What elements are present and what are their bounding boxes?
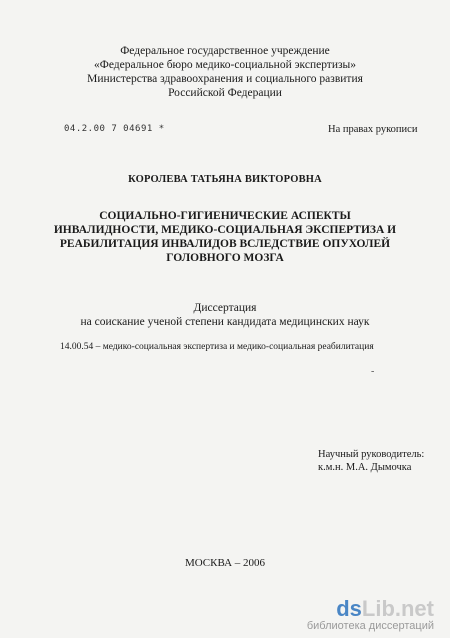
dissertation-title — [0, 209, 450, 265]
institution-line-3: Министерства здравоохранения и социального развития — [87, 73, 363, 85]
institution-line-2: «Федеральное бюро медико-социальной экспертизы» — [93, 59, 357, 71]
dissertation-type — [0, 301, 450, 329]
watermark-logo-ds: ds — [336, 596, 362, 621]
watermark-subtitle: библиотека диссертаций — [306, 620, 434, 632]
city-year: МОСКВА – 2006 — [184, 557, 266, 569]
advisor-label: Научный руководитель: — [318, 449, 425, 460]
rights-note: На правах рукописи — [328, 124, 418, 135]
watermark[interactable] — [307, 598, 434, 632]
institution-line-1: Федеральное государственное учреждение — [120, 45, 330, 57]
specialty-code: 14.00.54 – медико-социальная экспертиза и медико-социальная реабилитация — [60, 342, 374, 352]
degree-line: на соискание ученой степени кандидата медицинских наук — [80, 316, 370, 328]
author-name: КОРОЛЕВА ТАТЬЯНА ВИКТОРОВНА — [128, 174, 322, 185]
dissertation-label: Диссертация — [193, 302, 257, 314]
institution-header — [0, 44, 450, 100]
institution-line-4: Российской Федерации — [168, 87, 282, 99]
title-line-3: РЕАБИЛИТАЦИЯ ИНВАЛИДОВ ВСЛЕДСТВИЕ ОПУХОЛЕЙ — [59, 238, 391, 250]
advisor-name: к.м.н. М.А. Дымочка — [318, 462, 412, 473]
scientific-advisor — [318, 448, 424, 474]
title-line-1: СОЦИАЛЬНО-ГИГИЕНИЧЕСКИЕ АСПЕКТЫ — [99, 210, 351, 222]
registration-stamp: 04.2.00 7 04691 * — [64, 124, 165, 134]
watermark-logo — [307, 598, 434, 620]
stray-mark: - — [371, 366, 375, 377]
title-line-4: ГОЛОВНОГО МОЗГА — [166, 252, 284, 264]
title-line-2: ИНВАЛИДНОСТИ, МЕДИКО-СОЦИАЛЬНАЯ ЭКСПЕРТИЗА И — [53, 224, 397, 236]
watermark-logo-rest: Lib.net — [361, 596, 434, 621]
